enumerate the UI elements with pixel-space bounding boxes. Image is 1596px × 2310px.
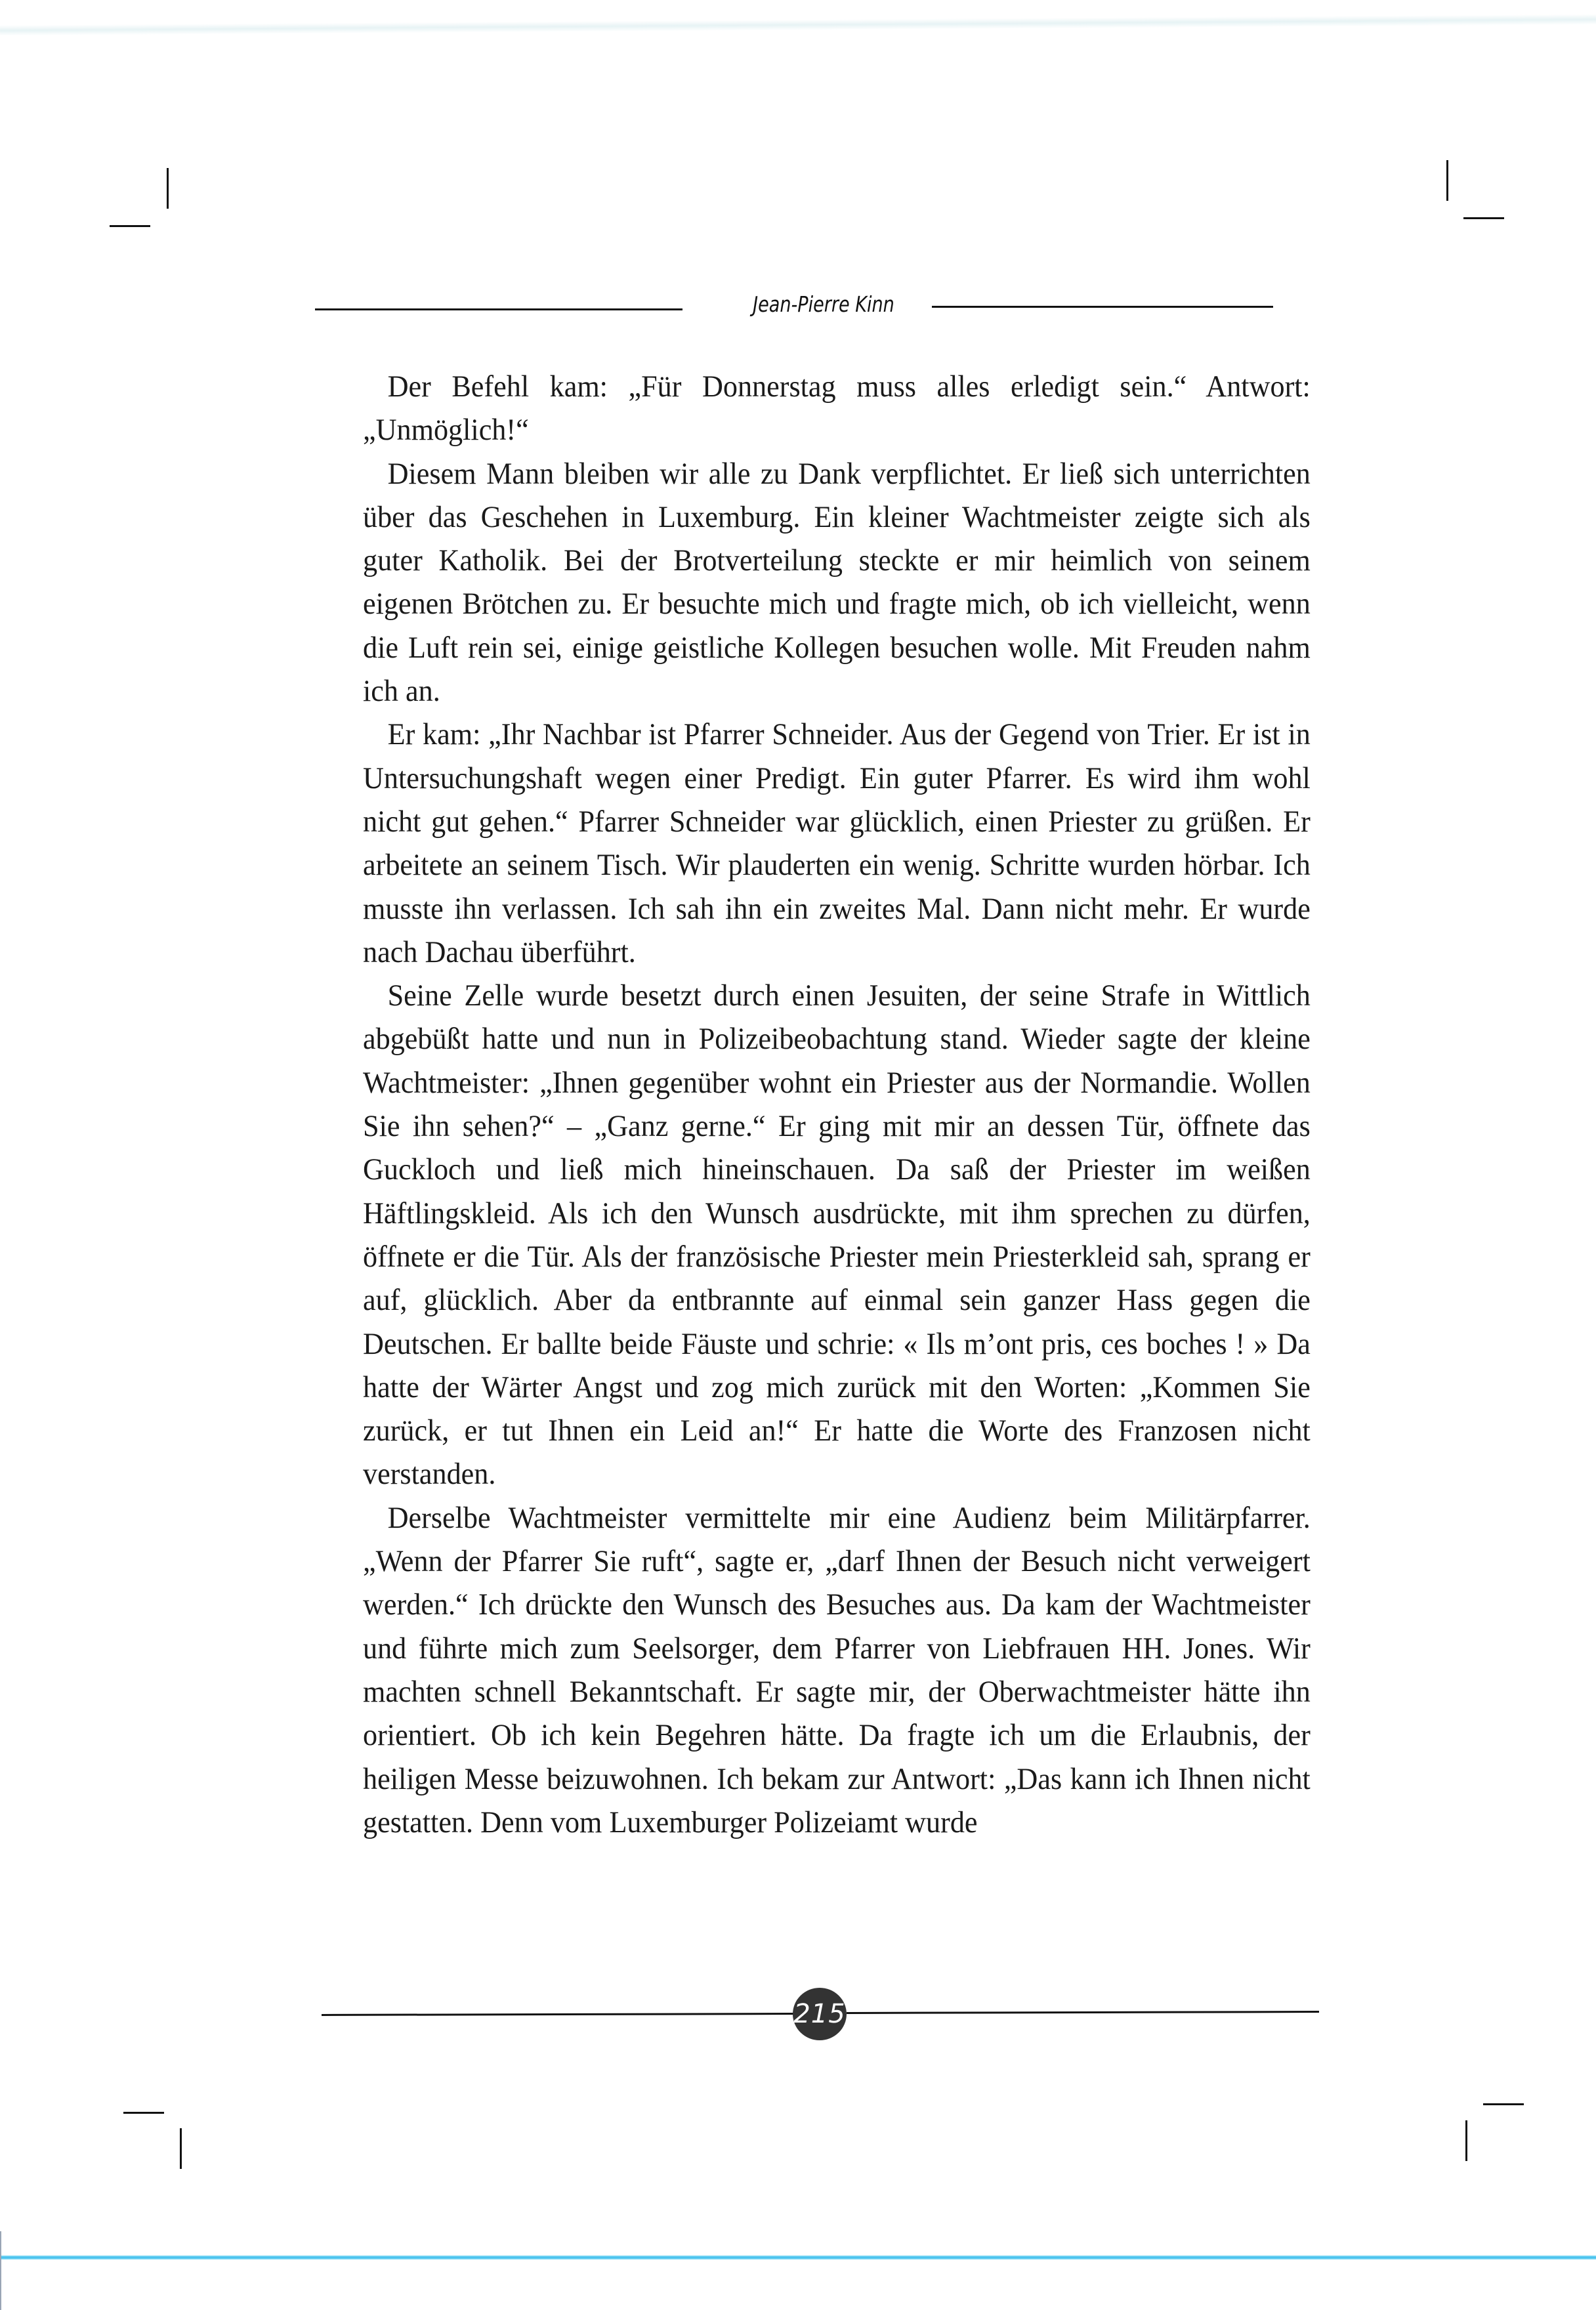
paragraph: Seine Zelle wurde besetzt durch einen Jesuiten, der seine Strafe in Wittlich abgebüßt hatte und nun in Polizeibeobachtung stand. Wieder sagte der kleine Wachtmeister: „Ihnen gegenüber wohnt ein Priester aus der Normandie. Wollen Sie ihn sehen?“ – „Ganz gerne.“ Er ging mit mir an dessen Tür, öffnete das Guckloch und ließ mich hineinschauen. Da saß der Priester im weißen Häftlingskleid. Als ich den Wunsch ausdrückte, mit ihm sprechen zu dürfen, öffnete er die Tür. Als der französische Priester mein Priesterkleid sah, sprang er auf, glücklich. Aber da entbrannte auf einmal sein ganzer Hass gegen die Deutschen. Er ballte beide Fäuste und schrie: « Ils m’ont pris, ces boches ! » Da hatte der Wärter Angst und zog mich zurück mit den Worten: „Kommen Sie zurück, er tut Ihnen ein Leid an!“ Er hatte die Worte des Franzosen nicht verstanden. <box>363 978 1311 1492</box>
crop-mark-top-left-horizontal <box>110 225 150 227</box>
footer-rule-left <box>322 2013 794 2016</box>
scan-left-edge <box>0 2231 1 2310</box>
paragraph: Derselbe Wachtmeister vermittelte mir eine Audienz beim Militärpfarrer. „Wenn der Pfarrer Sie ruft“, sagte er, „darf Ihnen der Besuch nicht verweigert werden.“ Ich drückte den Wunsch des Besuches aus. Da kam der Wachtmeister und führte mich zum Seelsorger, dem Pfarrer von Liebfrauen HH. Jones. Wir machten schnell Bekanntschaft. Er sagte mir, der Oberwachtmeister hätte ihn orientiert. Ob ich kein Begehren hätte. Da fragte ich um die Erlaubnis, der heiligen Messe beizuwohnen. Ich bekam zur Antwort: „Das kann ich Ihnen nicht gestatten. Denn vom Luxemburger Polizeiamt wurde <box>363 1500 1311 1839</box>
header-rule-left <box>315 308 682 310</box>
crop-mark-bottom-right-horizontal <box>1483 2103 1524 2105</box>
crop-mark-bottom-left-vertical <box>180 2128 182 2169</box>
body-text <box>363 365 1311 1844</box>
scan-edge-line <box>0 2256 1596 2259</box>
crop-mark-bottom-left-horizontal <box>123 2112 164 2114</box>
header-rule-right <box>932 306 1273 308</box>
running-header-author: Jean-Pierre Kinn <box>753 291 894 317</box>
paragraph: Der Befehl kam: „Für Donnerstag muss alles erledigt sein.“ Antwort: „Unmöglich!“ <box>363 369 1311 448</box>
page-footer <box>322 1982 1319 2034</box>
footer-rule-right <box>847 2011 1319 2014</box>
running-header <box>315 289 1299 328</box>
scan-edge-shadow <box>0 14 1596 36</box>
paragraph: Er kam: „Ihr Nachbar ist Pfarrer Schneider. Aus der Gegend von Trier. Er ist in Untersuchungshaft wegen einer Predigt. Ein guter Pfarrer. Es wird ihm wohl nicht gut gehen.“ Pfarrer Schneider war glücklich, einen Priester zu grüßen. Er arbeitete an seinem Tisch. Wir plauderten ein wenig. Schritte wurden hörbar. Ich musste ihn verlassen. Ich sah ihn ein zweites Mal. Dann nicht mehr. Er wurde nach Dachau überführt. <box>363 717 1311 969</box>
paragraph: Diesem Mann bleiben wir alle zu Dank verpflichtet. Er ließ sich unterrichten über das Geschehen in Luxemburg. Ein kleiner Wachtmeister zeigte sich als guter Katholik. Bei der Brotverteilung steckte er mir heimlich von seinem eigenen Brötchen zu. Er besuchte mich und fragte mich, ob ich vielleicht, wenn die Luft rein sei, einige geistliche Kollegen besuchen wolle. Mit Freuden nahm ich an. <box>363 456 1311 709</box>
crop-mark-top-right-horizontal <box>1463 217 1504 219</box>
crop-mark-top-left-vertical <box>167 168 169 209</box>
page-number-badge: 215 <box>793 1988 847 2040</box>
crop-mark-top-right-vertical <box>1446 160 1448 201</box>
crop-mark-bottom-right-vertical <box>1465 2120 1467 2161</box>
